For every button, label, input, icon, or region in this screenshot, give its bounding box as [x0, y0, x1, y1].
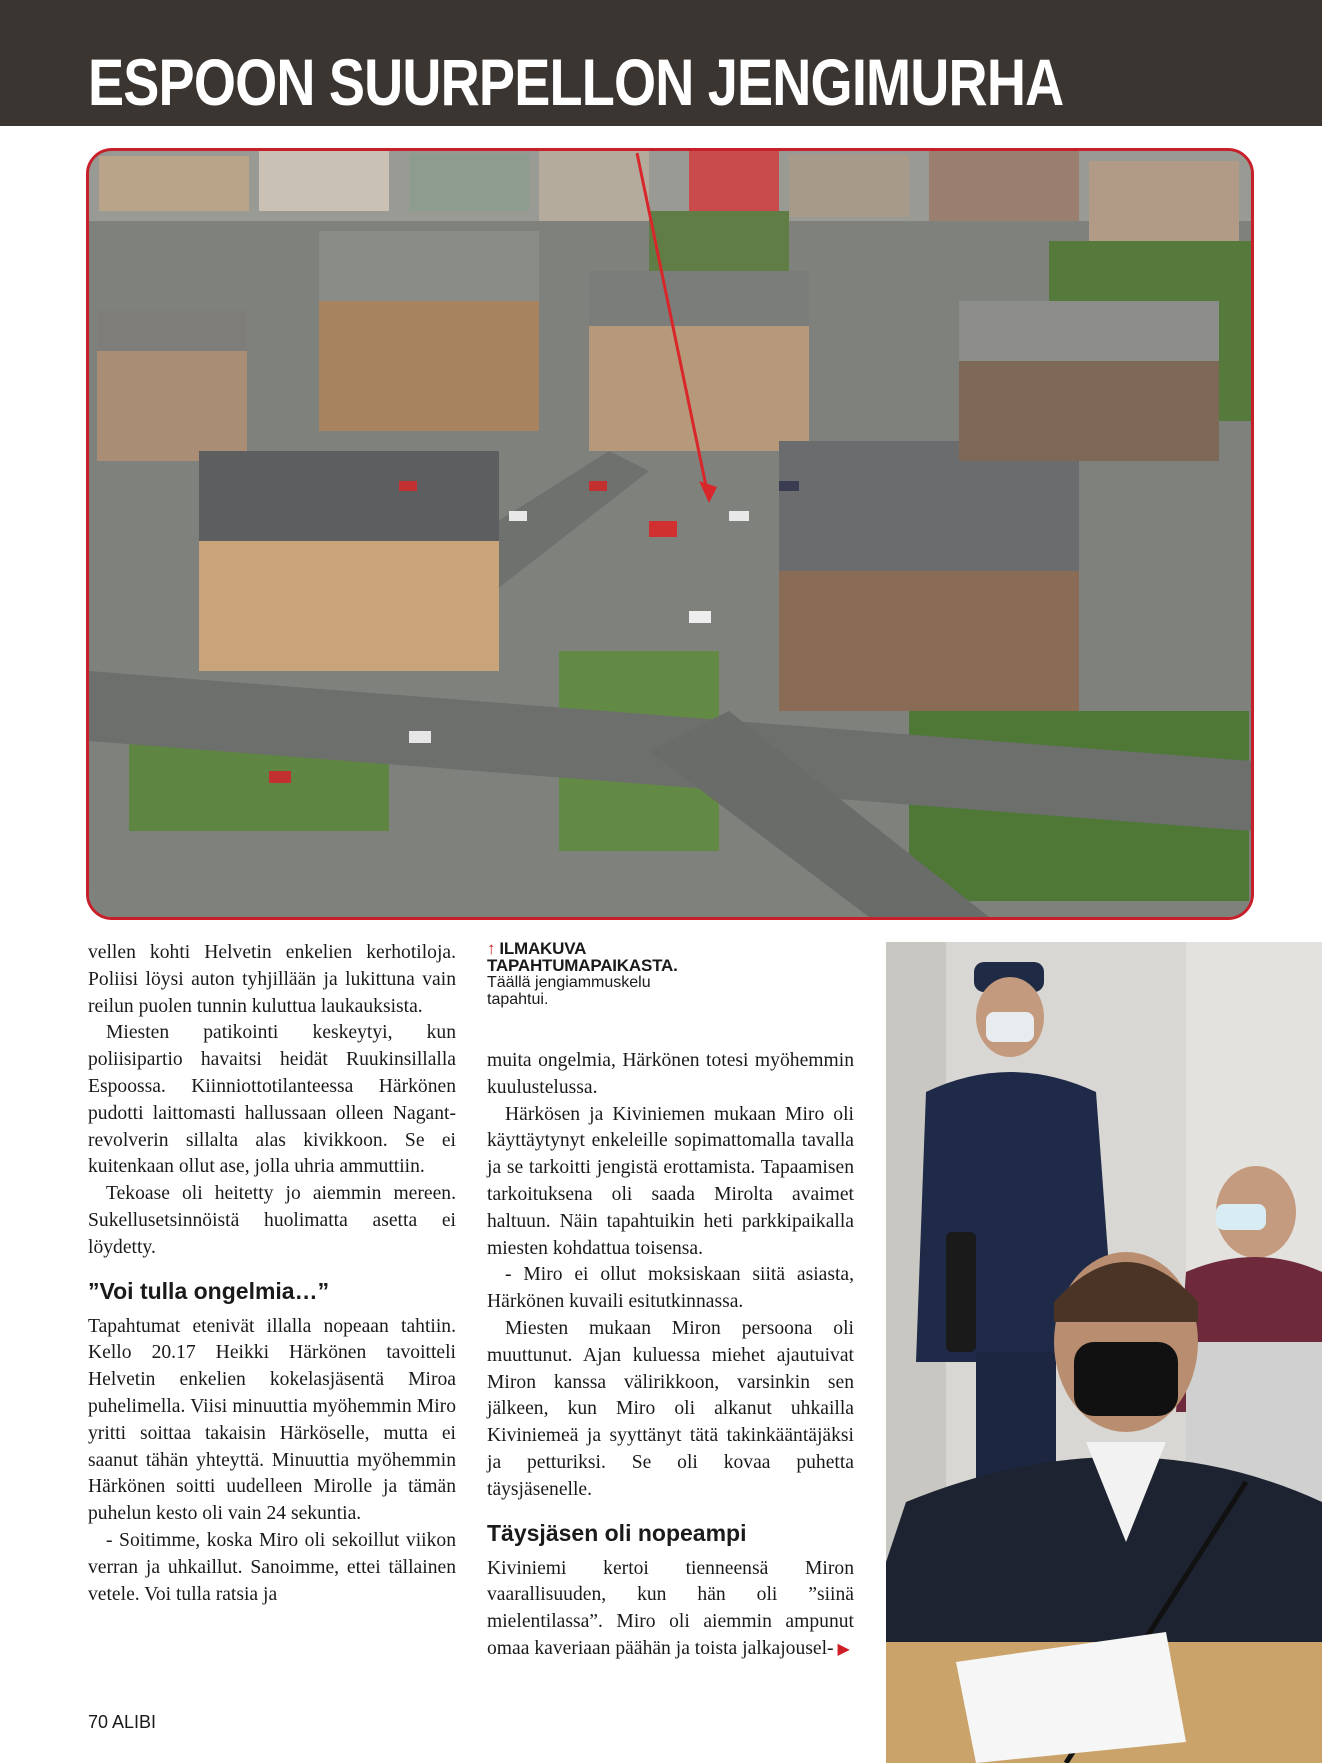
page-folio: 70 ALIBI — [88, 1712, 157, 1732]
paragraph: vellen kohti Helvetin enkelien kerhotiloja. Poliisi löysi auton tyhjillään ja lukittuna vain reilun puolen tunnin kuluttua laukauksista. — [88, 942, 456, 1017]
courtroom-photo — [886, 942, 1322, 1763]
paragraph: Tapahtumat etenivät illalla nopeaan tahtiin. Kello 20.17 Heikki Härkönen tavoitteli Helvetin enkelien kokelasjäsentä Miroa puhelimella. Viisi minuuttia myöhemmin Miro yritti soittaa takaisin Härköselle, mutta ei saanut tähän yhteyttä. Minuuttia myöhemmin Härkönen soitti uudelleen Mirolle ja tämän puhelun kesto oli vain 24 sekuntia. — [88, 1315, 456, 1525]
paragraph: - Soitimme, koska Miro oli sekoillut viikon verran ja uhkaillut. Sanoimme, ettei tällainen vetele. Voi tulla ratsia ja — [88, 1529, 456, 1605]
caption-body: Täällä jengiammuskelu tapahtui. — [487, 974, 651, 1008]
paragraph: Tekoase oli heitetty jo aiemmin mereen. Sukellusetsinnöistä huolimatta asetta ei löydetty. — [88, 1183, 456, 1258]
header-band — [0, 0, 1322, 126]
article-column-1 — [88, 940, 456, 1608]
continue-arrow-icon: ▶ — [837, 1640, 850, 1658]
courtroom-photo-icon — [886, 942, 1322, 1763]
photo-caption — [487, 940, 827, 1008]
caption-title-line-1: ↑ ILMAKUVA — [487, 939, 587, 958]
subheading: Täysjäsen oli nopeampi — [487, 1519, 747, 1546]
article-column-2 — [487, 1048, 854, 1664]
subheading: ”Voi tulla ongelmia…” — [88, 1277, 330, 1304]
paragraph: Kiviniemi kertoi tienneensä Miron vaarallisuuden, kun hän oli ”siinä mielentilassa”. Miro oli aiemmin ampunut omaa kaveriaan päähän ja toista jalkajousel- ▶ — [487, 1557, 854, 1659]
paragraph: Miesten patikointi keskeytyi, kun poliisipartio havaitsi heidät Ruukinsillalla Espoossa. Kiinniottotilanteessa Härkönen pudotti laittomasti hallussaan olleen Nagant-revolverin sillalta alas kivikkoon. Se ei kuitenkaan ollut ase, jolla uhria ammuttiin. — [88, 1022, 456, 1178]
caption-title-line-2: TAPAHTUMAPAIKASTA. — [487, 956, 678, 975]
page-title: ESPOON SUURPELLON JENGIMURHA — [88, 45, 1064, 119]
paragraph: Härkösen ja Kiviniemen mukaan Miro oli käyttäytynyt enkeleille sopimattomalla tavalla ja se tarkoitti jengistä erottamista. Tapaamisen tarkoituksena oli saada Mirolta avaimet haltuun. Näin tapahtuikin heti parkkipaikalla miesten kohdattua toisensa. — [487, 1103, 854, 1259]
paragraph: muita ongelmia, Härkönen totesi myöhemmin kuulustelussa. — [487, 1050, 854, 1098]
paragraph: - Miro ei ollut moksiskaan siitä asiasta, Härkönen kuvaili esitutkinnassa. — [487, 1264, 854, 1313]
paragraph: Miesten mukaan Miron persoona oli muuttunut. Ajan kuluessa miehet ajautuivat Miron kanssa välirikkoon, varsinkin sen jälkeen, kun Miro oli alkanut uhkailla Kiviniemeä ja syyttänyt tätä takinkääntäjäksi ja petturiksi. Se oli kovaa puhetta täysjäsenelle. — [487, 1317, 854, 1500]
aerial-photo-icon — [89, 151, 1251, 917]
aerial-photo — [86, 148, 1254, 920]
arrow-up-icon: ↑ — [487, 939, 496, 958]
